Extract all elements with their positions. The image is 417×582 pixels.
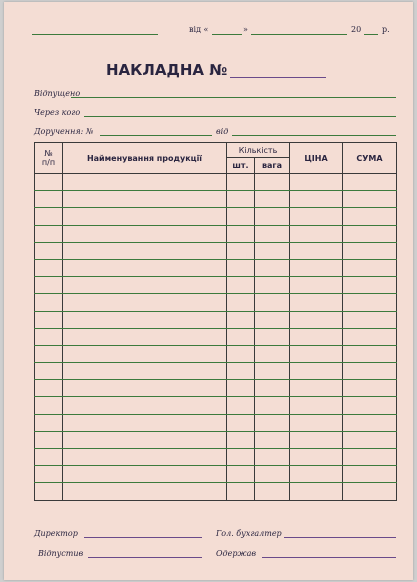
cell-pcs[interactable] (227, 191, 255, 208)
cell-sum[interactable] (343, 191, 397, 208)
cell-pcs[interactable] (227, 242, 255, 259)
cell-price[interactable] (290, 380, 343, 397)
cell-weight[interactable] (255, 174, 290, 191)
cell-number[interactable] (35, 328, 63, 345)
table-row (35, 311, 397, 328)
cell-number[interactable] (35, 345, 63, 362)
col-pcs-header: шт. (227, 158, 255, 174)
cell-weight[interactable] (255, 483, 290, 500)
cell-weight[interactable] (255, 311, 290, 328)
cell-sum[interactable] (343, 363, 397, 380)
table-row (35, 277, 397, 294)
cell-pcs[interactable] (227, 397, 255, 414)
cell-number[interactable] (35, 225, 63, 242)
cell-sum[interactable] (343, 259, 397, 276)
table-row (35, 174, 397, 191)
table-row (35, 345, 397, 362)
cell-product-name[interactable] (63, 277, 227, 294)
cell-sum[interactable] (343, 414, 397, 431)
cell-number[interactable] (35, 466, 63, 483)
through-whom-label: Через кого (34, 108, 81, 117)
table-row (35, 380, 397, 397)
cell-pcs[interactable] (227, 414, 255, 431)
through-whom-field[interactable] (84, 116, 396, 117)
cell-sum[interactable] (343, 328, 397, 345)
cell-weight[interactable] (255, 294, 290, 311)
cell-weight[interactable] (255, 208, 290, 225)
table-row (35, 208, 397, 225)
cell-price[interactable] (290, 242, 343, 259)
products-table (34, 142, 397, 501)
cell-price[interactable] (290, 191, 343, 208)
cell-product-name[interactable] (63, 345, 227, 362)
cell-price[interactable] (290, 328, 343, 345)
year-suffix: р. (382, 25, 390, 34)
cell-weight[interactable] (255, 191, 290, 208)
cell-sum[interactable] (343, 466, 397, 483)
cell-number[interactable] (35, 397, 63, 414)
cell-weight[interactable] (255, 345, 290, 362)
cell-product-name[interactable] (63, 466, 227, 483)
table-row (35, 225, 397, 242)
chief-accountant-signature-field[interactable] (284, 537, 396, 538)
table-row (35, 294, 397, 311)
header-blank-line[interactable] (32, 34, 158, 35)
cell-weight[interactable] (255, 466, 290, 483)
col-number-header (35, 143, 63, 174)
cell-product-name[interactable] (63, 483, 227, 500)
cell-number[interactable] (35, 277, 63, 294)
cell-number[interactable] (35, 311, 63, 328)
cell-product-name[interactable] (63, 311, 227, 328)
cell-weight[interactable] (255, 397, 290, 414)
cell-number[interactable] (35, 431, 63, 448)
table-row (35, 328, 397, 345)
cell-pcs[interactable] (227, 466, 255, 483)
cell-product-name[interactable] (63, 294, 227, 311)
page-title: НАКЛАДНА № (106, 61, 228, 79)
cell-price[interactable] (290, 225, 343, 242)
cell-sum[interactable] (343, 225, 397, 242)
year-prefix: 20 (351, 25, 362, 34)
cell-sum[interactable] (343, 483, 397, 500)
received-by-label: Одержав (216, 549, 257, 558)
cell-number[interactable] (35, 208, 63, 225)
cell-number[interactable] (35, 380, 63, 397)
cell-pcs[interactable] (227, 483, 255, 500)
cell-weight[interactable] (255, 328, 290, 345)
table-row (35, 466, 397, 483)
cell-weight[interactable] (255, 431, 290, 448)
released-by-label: Відпустив (38, 549, 84, 558)
cell-price[interactable] (290, 466, 343, 483)
table-row (35, 363, 397, 380)
cell-product-name[interactable] (63, 259, 227, 276)
table-row (35, 397, 397, 414)
cell-pcs[interactable] (227, 174, 255, 191)
cell-pcs[interactable] (227, 380, 255, 397)
from-label: від « (189, 25, 209, 34)
invoice-number-field[interactable] (230, 77, 326, 78)
col-product-name-header: Найменування продукції (63, 143, 227, 174)
cell-number[interactable] (35, 174, 63, 191)
col-price-header: ЦІНА (290, 143, 343, 174)
col-number-line1: № (44, 149, 53, 158)
power-of-attorney-number-field[interactable] (100, 135, 212, 136)
cell-pcs[interactable] (227, 449, 255, 466)
cell-sum[interactable] (343, 277, 397, 294)
released-by-signature-field[interactable] (88, 557, 202, 558)
cell-number[interactable] (35, 483, 63, 500)
cell-product-name[interactable] (63, 225, 227, 242)
cell-price[interactable] (290, 174, 343, 191)
cell-weight[interactable] (255, 449, 290, 466)
cell-pcs[interactable] (227, 345, 255, 362)
cell-weight[interactable] (255, 277, 290, 294)
month-field[interactable] (251, 34, 347, 35)
col-number-line2: п/п (41, 158, 56, 167)
power-of-attorney-label: Доручення: № (34, 127, 94, 136)
cell-price[interactable] (290, 483, 343, 500)
cell-pcs[interactable] (227, 311, 255, 328)
cell-product-name[interactable] (63, 414, 227, 431)
cell-sum[interactable] (343, 345, 397, 362)
cell-product-name[interactable] (63, 328, 227, 345)
cell-price[interactable] (290, 345, 343, 362)
cell-product-name[interactable] (63, 431, 227, 448)
cell-product-name[interactable] (63, 208, 227, 225)
cell-number[interactable] (35, 294, 63, 311)
cell-number[interactable] (35, 449, 63, 466)
cell-sum[interactable] (343, 380, 397, 397)
cell-price[interactable] (290, 311, 343, 328)
table-row (35, 191, 397, 208)
cell-sum[interactable] (343, 311, 397, 328)
table-row (35, 242, 397, 259)
quote-close: » (243, 25, 248, 34)
from-date-label: від (216, 127, 229, 136)
cell-sum[interactable] (343, 397, 397, 414)
table-row (35, 483, 397, 500)
invoice-form (4, 2, 413, 580)
cell-pcs[interactable] (227, 363, 255, 380)
cell-price[interactable] (290, 414, 343, 431)
cell-product-name[interactable] (63, 174, 227, 191)
cell-product-name[interactable] (63, 449, 227, 466)
cell-weight[interactable] (255, 380, 290, 397)
table-row (35, 259, 397, 276)
col-sum-header: СУМА (343, 143, 397, 174)
cell-price[interactable] (290, 449, 343, 466)
col-quantity-header: Кількість (227, 143, 290, 158)
cell-price[interactable] (290, 363, 343, 380)
cell-price[interactable] (290, 208, 343, 225)
table-row (35, 431, 397, 448)
cell-sum[interactable] (343, 431, 397, 448)
director-signature-field[interactable] (84, 537, 202, 538)
released-field[interactable] (71, 97, 396, 98)
cell-price[interactable] (290, 277, 343, 294)
cell-pcs[interactable] (227, 328, 255, 345)
cell-weight[interactable] (255, 363, 290, 380)
cell-pcs[interactable] (227, 208, 255, 225)
received-by-signature-field[interactable] (262, 557, 396, 558)
cell-number[interactable] (35, 363, 63, 380)
cell-number[interactable] (35, 242, 63, 259)
table-row (35, 414, 397, 431)
cell-product-name[interactable] (63, 242, 227, 259)
released-label: Відпущено (34, 89, 81, 98)
chief-accountant-label: Гол. бухгалтер (216, 529, 282, 538)
cell-product-name[interactable] (63, 363, 227, 380)
cell-price[interactable] (290, 431, 343, 448)
cell-pcs[interactable] (227, 431, 255, 448)
cell-weight[interactable] (255, 242, 290, 259)
power-of-attorney-date-field[interactable] (232, 135, 396, 136)
cell-pcs[interactable] (227, 277, 255, 294)
cell-number[interactable] (35, 414, 63, 431)
day-field[interactable] (212, 34, 242, 35)
cell-weight[interactable] (255, 414, 290, 431)
cell-sum[interactable] (343, 242, 397, 259)
year-field[interactable] (364, 34, 378, 35)
cell-pcs[interactable] (227, 294, 255, 311)
cell-weight[interactable] (255, 225, 290, 242)
cell-product-name[interactable] (63, 380, 227, 397)
cell-sum[interactable] (343, 208, 397, 225)
cell-number[interactable] (35, 191, 63, 208)
cell-number[interactable] (35, 259, 63, 276)
cell-sum[interactable] (343, 294, 397, 311)
cell-pcs[interactable] (227, 225, 255, 242)
cell-weight[interactable] (255, 259, 290, 276)
cell-product-name[interactable] (63, 191, 227, 208)
cell-product-name[interactable] (63, 397, 227, 414)
cell-sum[interactable] (343, 174, 397, 191)
cell-price[interactable] (290, 397, 343, 414)
table-row (35, 449, 397, 466)
director-label: Директор (34, 529, 78, 538)
cell-pcs[interactable] (227, 259, 255, 276)
col-weight-header: вага (255, 158, 290, 174)
cell-sum[interactable] (343, 449, 397, 466)
cell-price[interactable] (290, 259, 343, 276)
cell-price[interactable] (290, 294, 343, 311)
